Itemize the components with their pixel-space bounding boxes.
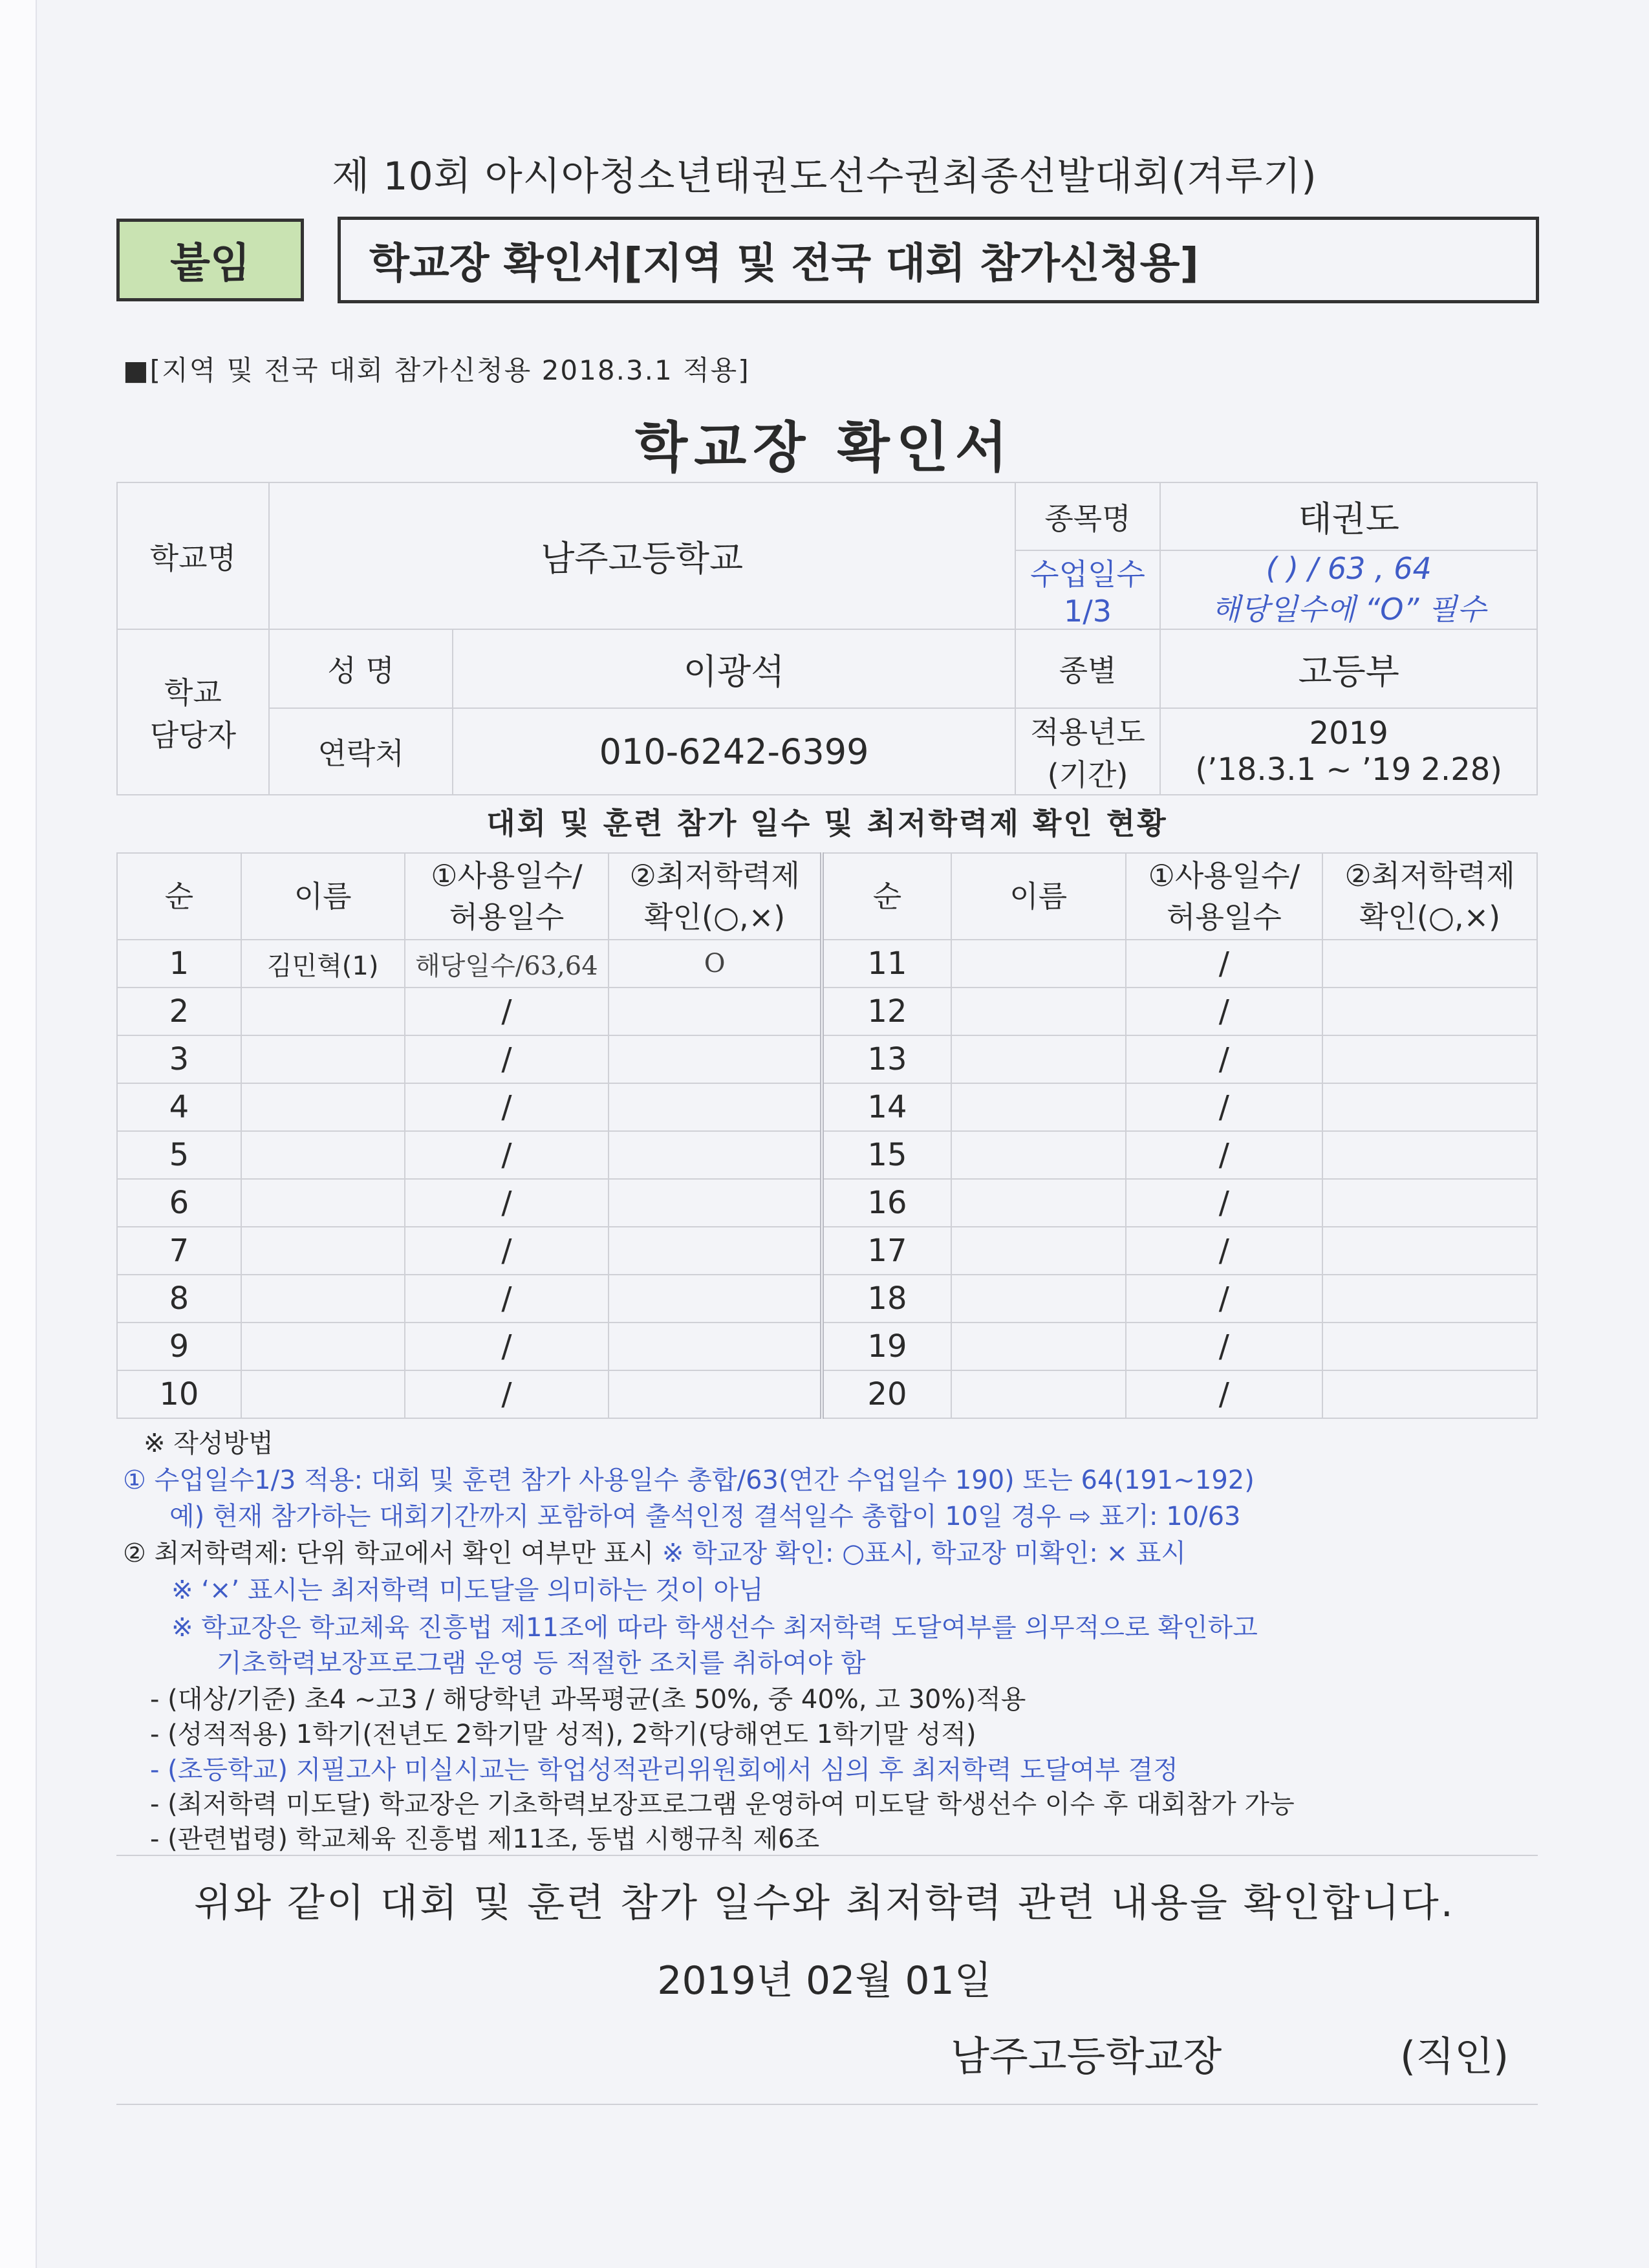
method-item2-line4: 기초학력보장프로그램 운영 등 적절한 조치를 취하여야 함: [217, 1648, 866, 1678]
method-item1-line1: ① 수업일수1/3 적용: 대회 및 훈련 참가 사용일수 총합/63(연간 수업일수 190) 또는 64(191~192): [123, 1465, 1255, 1495]
row-name-2: [951, 1083, 1126, 1131]
row-check-2: [1322, 940, 1537, 988]
row-days: /: [405, 1370, 609, 1418]
col-days-line1: ①사용일수/: [431, 858, 583, 893]
year-label: [1015, 708, 1161, 795]
row-name: [241, 1275, 405, 1323]
row-check: O: [609, 940, 822, 988]
row-check-2: [1322, 988, 1537, 1035]
method-item2-text: ② 최저학력제: 단위 학교에서 확인 여부만 표시: [123, 1539, 654, 1568]
row-name-2: [951, 1275, 1126, 1323]
method-item2-line3: ※ 학교장은 학교체육 진흥법 제11조에 따라 학생선수 최저학력 도달여부를 의무적으로 확인하고: [171, 1613, 1258, 1643]
method-dash1: - (대상/기준) 초4 ~고3 / 해당학년 과목평균(초 50%, 중 40%, 고 30%)적용: [150, 1685, 1026, 1714]
row-check-2: [1322, 1323, 1537, 1370]
row-days: /: [405, 988, 609, 1035]
seal-placeholder: (직인): [1400, 2033, 1509, 2080]
year-label-line2: (기간): [1047, 757, 1128, 792]
division-value: 고등부: [1160, 629, 1537, 708]
row-check: [609, 1035, 822, 1083]
class-days-label-line2: 1/3: [1064, 594, 1112, 629]
row-days-2: /: [1126, 1179, 1323, 1227]
year-value: [1160, 708, 1537, 795]
school-name: 남주고등학교: [269, 482, 1015, 629]
row-days-2: /: [1126, 940, 1323, 988]
row-no: 9: [117, 1323, 241, 1370]
col-name: 이름: [241, 853, 405, 940]
table-row: [117, 1083, 1537, 1131]
method-item2-line2: ※ ‘×’ 표시는 최저학력 미도달을 의미하는 것이 아님: [171, 1575, 764, 1605]
col-min-2: [1322, 853, 1537, 940]
confirmation-date: 2019년 02월 01일: [657, 1958, 992, 2003]
row-check: [609, 1275, 822, 1323]
row-no-2: 16: [822, 1179, 951, 1227]
row-check-2: [1322, 1179, 1537, 1227]
row-check: [609, 1370, 822, 1418]
row-name: [241, 1083, 405, 1131]
row-no-2: 15: [822, 1131, 951, 1179]
col-days-2: [1126, 853, 1323, 940]
row-days-2: /: [1126, 1227, 1323, 1275]
school-label: 학교명: [117, 482, 269, 629]
table-row: [117, 940, 1537, 988]
row-no: 8: [117, 1275, 241, 1323]
table-row: [117, 988, 1537, 1035]
col-min-line1: ②최저학력제: [629, 858, 800, 893]
status-title: 대회 및 훈련 참가 일수 및 최저학력제 확인 현황: [486, 806, 1168, 841]
divider: [116, 1855, 1538, 1856]
row-name: [241, 1323, 405, 1370]
row-no: 3: [117, 1035, 241, 1083]
manager-label-line2: 담당자: [149, 718, 237, 753]
class-days-label-line1: 수업일수: [1030, 557, 1145, 592]
row-name: [241, 1035, 405, 1083]
attachment-badge: 붙임: [116, 219, 304, 301]
year-label-line1: 적용년도: [1030, 715, 1145, 750]
row-name-2: [951, 1227, 1126, 1275]
class-days-value-line1: ( ) / 63 , 64: [1266, 551, 1432, 586]
row-name-2: [951, 1370, 1126, 1418]
page-title: 학교장 확인서: [634, 416, 1015, 479]
row-name-2: [951, 1131, 1126, 1179]
confirmation-statement: 위와 같이 대회 및 훈련 참가 일수와 최저학력 관련 내용을 확인합니다.: [194, 1881, 1455, 1926]
col-days-line2: 허용일수: [449, 900, 565, 934]
row-check: [609, 1179, 822, 1227]
row-days-2: /: [1126, 988, 1323, 1035]
row-name: [241, 1131, 405, 1179]
document-title: 학교장 확인서[지역 및 전국 대회 참가신청용]: [338, 217, 1539, 303]
method-dash4: - (최저학력 미도달) 학교장은 기초학력보장프로그램 운영하여 미도달 학생선수 이수 후 대회참가 가능: [150, 1789, 1295, 1819]
method-heading: ※ 작성방법: [144, 1429, 274, 1458]
row-days-2: /: [1126, 1083, 1323, 1131]
manager-label-line1: 학교: [164, 675, 222, 710]
contact-value: 010-6242-6399: [453, 708, 1015, 795]
row-name-2: [951, 1323, 1126, 1370]
table-row: [117, 1275, 1537, 1323]
row-days: /: [405, 1323, 609, 1370]
divider: [116, 2104, 1538, 2105]
row-no-2: 13: [822, 1035, 951, 1083]
row-no-2: 11: [822, 940, 951, 988]
row-no: 4: [117, 1083, 241, 1131]
row-days-2: /: [1126, 1275, 1323, 1323]
row-no-2: 17: [822, 1227, 951, 1275]
name-label: 성 명: [269, 629, 453, 708]
col-min-2-line2: 확인(○,×): [1359, 900, 1501, 934]
method-item1-line2: 예) 현재 참가하는 대회기간까지 포함하여 출석인정 결석일수 총합이 10일 경우 ⇨ 표기: 10/63: [169, 1502, 1241, 1531]
row-check-2: [1322, 1370, 1537, 1418]
principal-name: 남주고등학교장: [951, 2033, 1222, 2080]
method-item2-line1: [123, 1533, 1186, 1570]
row-check: [609, 1323, 822, 1370]
row-name-2: [951, 988, 1126, 1035]
contact-label: 연락처: [269, 708, 453, 795]
col-name-2: 이름: [951, 853, 1126, 940]
method-dash3: - (초등학교) 지필고사 미실시교는 학업성적관리위원회에서 심의 후 최저학력 도달여부 결정: [150, 1755, 1178, 1785]
row-check-2: [1322, 1275, 1537, 1323]
col-min: [609, 853, 822, 940]
school-info-table: [116, 482, 1538, 795]
col-min-2-line1: ②최저학력제: [1344, 858, 1515, 893]
row-no-2: 20: [822, 1370, 951, 1418]
row-check: [609, 1227, 822, 1275]
row-no: 5: [117, 1131, 241, 1179]
table-row: [117, 1227, 1537, 1275]
row-days-2: /: [1126, 1323, 1323, 1370]
col-min-line2: 확인(○,×): [644, 900, 786, 934]
method-item2-note: ※ 학교장 확인: ○표시, 학교장 미확인: × 표시: [654, 1539, 1187, 1568]
row-check-2: [1322, 1035, 1537, 1083]
row-name-2: [951, 1035, 1126, 1083]
row-no: 10: [117, 1370, 241, 1418]
table-row: [117, 1323, 1537, 1370]
row-name-2: [951, 1179, 1126, 1227]
row-name: [241, 1179, 405, 1227]
event-value: 태권도: [1160, 482, 1537, 550]
col-no: 순: [117, 853, 241, 940]
row-days: /: [405, 1179, 609, 1227]
row-no-2: 12: [822, 988, 951, 1035]
method-dash5: - (관련법령) 학교체육 진흥법 제11조, 동법 시행규칙 제6조: [150, 1824, 820, 1854]
class-days-label: [1015, 550, 1161, 629]
event-label: 종목명: [1015, 482, 1161, 550]
year-value-line2: (’18.3.1 ~ ’19 2.28): [1195, 751, 1502, 788]
row-days-2: /: [1126, 1035, 1323, 1083]
row-name-2: [951, 940, 1126, 988]
row-days: /: [405, 1035, 609, 1083]
row-check: [609, 988, 822, 1035]
method-dash2: - (성적적용) 1학기(전년도 2학기말 성적), 2학기(당해연도 1학기말 성적): [150, 1720, 976, 1749]
class-days-value: [1160, 550, 1537, 629]
row-days: 해당일수/63,64: [405, 940, 609, 988]
row-days: /: [405, 1275, 609, 1323]
row-days: /: [405, 1227, 609, 1275]
event-title: 제 10회 아시아청소년태권도선수권최종선발대회(겨루기): [332, 154, 1317, 199]
class-days-value-line2: 해당일수에 “O” 필수: [1211, 592, 1486, 627]
row-name: [241, 1227, 405, 1275]
col-days-2-line2: 허용일수: [1167, 900, 1282, 934]
apply-note: ■[지역 및 전국 대회 참가신청용 2018.3.1 적용]: [123, 354, 750, 386]
division-label: 종별: [1015, 629, 1161, 708]
row-check-2: [1322, 1227, 1537, 1275]
row-days-2: /: [1126, 1370, 1323, 1418]
col-days: [405, 853, 609, 940]
row-no: 1: [117, 940, 241, 988]
col-days-2-line1: ①사용일수/: [1148, 858, 1300, 893]
row-name: [241, 988, 405, 1035]
row-no-2: 19: [822, 1323, 951, 1370]
year-value-line1: 2019: [1309, 715, 1388, 751]
row-name: 김민혁(1): [241, 940, 405, 988]
col-no-2: 순: [822, 853, 951, 940]
roster-table: [116, 852, 1538, 1419]
table-row: [117, 1179, 1537, 1227]
table-row: [117, 1035, 1537, 1083]
row-check: [609, 1131, 822, 1179]
row-check: [609, 1083, 822, 1131]
table-row: [117, 1370, 1537, 1418]
row-days-2: /: [1126, 1131, 1323, 1179]
manager-name: 이광석: [453, 629, 1015, 708]
row-check-2: [1322, 1131, 1537, 1179]
table-row: [117, 1131, 1537, 1179]
row-no: 7: [117, 1227, 241, 1275]
row-days: /: [405, 1131, 609, 1179]
manager-label: [117, 629, 269, 795]
row-no-2: 14: [822, 1083, 951, 1131]
row-days: /: [405, 1083, 609, 1131]
row-no: 2: [117, 988, 241, 1035]
row-no-2: 18: [822, 1275, 951, 1323]
row-name: [241, 1370, 405, 1418]
row-no: 6: [117, 1179, 241, 1227]
row-check-2: [1322, 1083, 1537, 1131]
